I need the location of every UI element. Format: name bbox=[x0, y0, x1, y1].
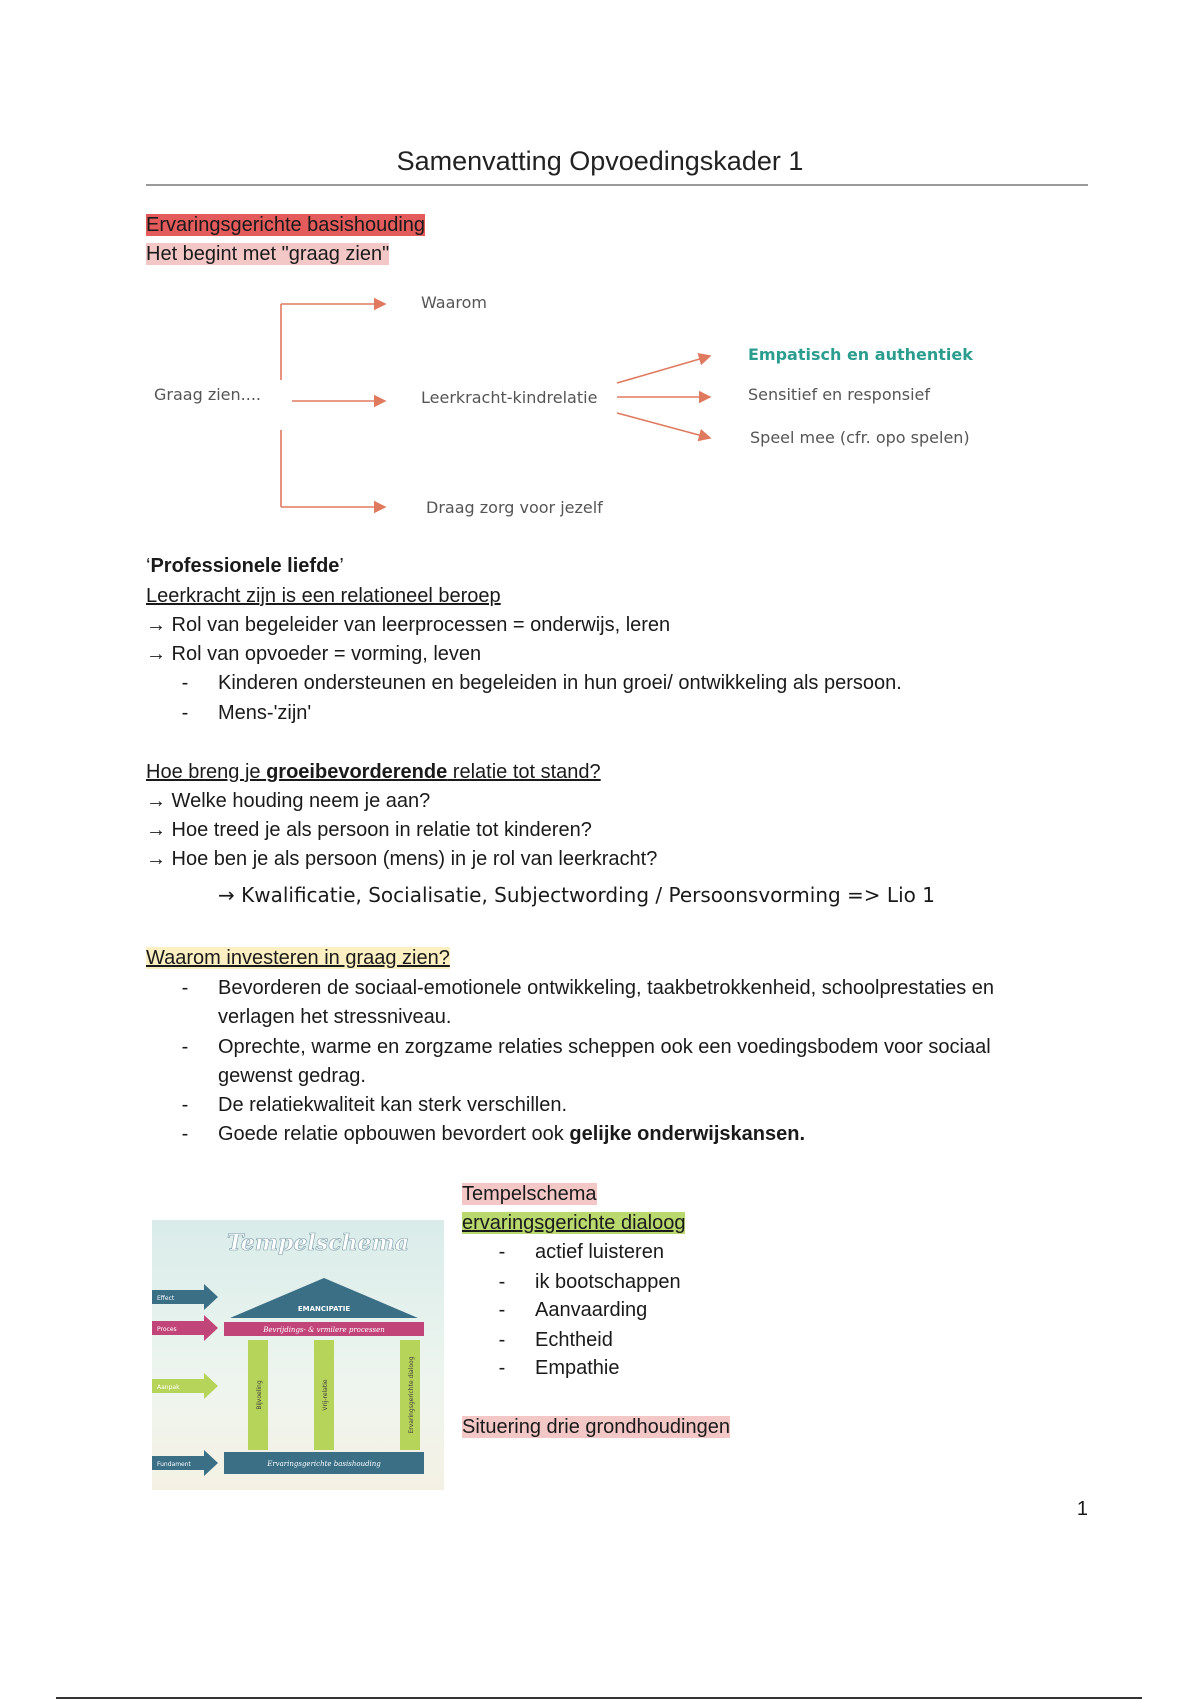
list-item-text: Empathie bbox=[535, 1357, 620, 1379]
list-item bbox=[175, 1093, 1095, 1117]
arrow-to-speel bbox=[617, 413, 710, 438]
list-item-text-bold: gelijke onderwijskansen. bbox=[569, 1123, 806, 1145]
diagram-sub-sensitief: Sensitief en responsief bbox=[748, 385, 931, 404]
list-item-text: ik bootschappen bbox=[535, 1271, 681, 1293]
question-bold: groeibevorderende bbox=[266, 761, 448, 783]
bullet-marker: - bbox=[181, 702, 189, 724]
list-item-text: Mens-'zijn' bbox=[218, 702, 312, 724]
heading-highlight: Situering drie grondhoudingen bbox=[462, 1416, 730, 1438]
tempelschema-illustration bbox=[152, 1220, 444, 1490]
list-item-text-start: Goede relatie opbouwen bevordert ook bbox=[218, 1123, 570, 1145]
subheading-highlight: Het begint met "graag zien" bbox=[146, 243, 390, 265]
subheading-highlight: ervaringsgerichte dialoog bbox=[462, 1212, 686, 1234]
diagram-branch-zorg: Draag zorg voor jezelf bbox=[426, 498, 603, 517]
relationeel-beroep-line: Leerkracht zijn is een relationeel beroep bbox=[146, 585, 501, 607]
list-item-text: Aanvaarding bbox=[535, 1299, 648, 1321]
side-arrow-proces bbox=[152, 1315, 218, 1341]
groeibevorderende-question bbox=[146, 760, 601, 784]
list-item-text: actief luisteren bbox=[535, 1241, 664, 1263]
list-item bbox=[492, 1356, 792, 1380]
list-item bbox=[492, 1298, 792, 1322]
tempelschema-image bbox=[152, 1220, 444, 1490]
professionele-liefde-heading bbox=[146, 554, 344, 578]
heading-highlight: Tempelschema bbox=[462, 1183, 597, 1205]
temple-title: Tempelschema bbox=[226, 1230, 410, 1256]
question-start: Hoe breng je bbox=[146, 761, 267, 783]
quote-open: ‘ bbox=[146, 555, 151, 577]
bullet-marker: - bbox=[498, 1271, 506, 1293]
quote-title: Professionele liefde bbox=[150, 555, 340, 577]
tempelschema-heading bbox=[462, 1182, 597, 1206]
houding-line: → Welke houding neem je aan? bbox=[146, 790, 431, 812]
list-item bbox=[175, 1122, 1095, 1146]
list-item bbox=[175, 976, 1095, 1030]
temple-roof-label: EMANCIPATIE bbox=[297, 1305, 351, 1313]
list-item bbox=[175, 701, 1075, 725]
list-item bbox=[492, 1270, 792, 1294]
heading-highlight: Waarom investeren in graag zien? bbox=[146, 947, 450, 969]
list-item-text: Oprechte, warme en zorgzame relaties scheppen ook een voedingsbodem voor sociaal bbox=[218, 1036, 991, 1058]
list-item-text bbox=[218, 1122, 805, 1146]
side-label: Effect bbox=[157, 1295, 175, 1302]
rol-begeleider-line: → Rol van begeleider van leerprocessen = onderwijs, leren bbox=[146, 614, 671, 636]
document-title: Samenvatting Opvoedingskader 1 bbox=[396, 146, 804, 176]
list-item bbox=[175, 1035, 1095, 1089]
rol-leerkracht-line: → Hoe ben je als persoon (mens) in je rol van leerkracht? bbox=[146, 848, 658, 870]
page-number: 1 bbox=[1076, 1498, 1088, 1520]
list-item-text: Bevorderen de sociaal-emotionele ontwikkeling, taakbetrokkenheid, schoolprestaties en bbox=[218, 977, 995, 999]
page-bottom-border bbox=[56, 1697, 1142, 1699]
bullet-marker: - bbox=[181, 672, 189, 694]
diagram-branch-waarom: Waarom bbox=[421, 293, 488, 312]
rol-opvoeder-line: → Rol van opvoeder = vorming, leven bbox=[146, 643, 482, 665]
diagram-sub-empatisch: Empatisch en authentiek bbox=[748, 345, 973, 364]
question-end: relatie tot stand? bbox=[447, 761, 601, 783]
bullet-marker: - bbox=[181, 1123, 189, 1145]
side-label: Aanpak bbox=[157, 1384, 180, 1391]
side-label: Proces bbox=[157, 1326, 177, 1333]
kwalificatie-note: → Kwalificatie, Socialisatie, Subjectwording / Persoonsvorming => Lio 1 bbox=[218, 883, 935, 907]
list-item-text: De relatiekwaliteit kan sterk verschillen. bbox=[218, 1094, 568, 1116]
bullet-marker: - bbox=[181, 977, 189, 999]
graag-zien-diagram bbox=[0, 0, 1200, 560]
diagram-branch-relatie: Leerkracht-kindrelatie bbox=[421, 388, 598, 407]
side-arrow-effect bbox=[152, 1284, 218, 1310]
temple-pillar-label: Ervaringsgerichte dialoog bbox=[408, 1356, 415, 1434]
temple-pillar-label: Bijvoeling bbox=[256, 1380, 263, 1410]
list-item-text-continued: verlagen het stressniveau. bbox=[218, 1006, 452, 1028]
quote-close: ’ bbox=[339, 555, 344, 577]
bullet-marker: - bbox=[181, 1094, 189, 1116]
side-arrow-aanpak bbox=[152, 1373, 218, 1399]
bullet-marker: - bbox=[498, 1299, 506, 1321]
diagram-sub-speel: Speel mee (cfr. opo spelen) bbox=[750, 428, 970, 447]
side-arrow-fundament bbox=[152, 1450, 218, 1476]
waarom-investeren-heading bbox=[146, 946, 450, 970]
list-item bbox=[492, 1240, 792, 1264]
situering-heading bbox=[462, 1415, 730, 1439]
bullet-marker: - bbox=[181, 1036, 189, 1058]
arrow-to-empatisch bbox=[617, 356, 710, 383]
list-item-text: Echtheid bbox=[535, 1329, 613, 1351]
temple-base-label: Ervaringsgerichte basishouding bbox=[267, 1460, 381, 1468]
list-item bbox=[492, 1328, 792, 1352]
list-item bbox=[175, 671, 1075, 695]
temple-beam-label: Bevrijdings- & vrmilere processen bbox=[263, 1326, 385, 1334]
bullet-marker: - bbox=[498, 1241, 506, 1263]
list-item-text: Kinderen ondersteunen en begeleiden in hun groei/ ontwikkeling als persoon. bbox=[218, 672, 902, 694]
list-item-text-continued: gewenst gedrag. bbox=[218, 1065, 366, 1087]
bullet-marker: - bbox=[498, 1329, 506, 1351]
side-label: Fundament bbox=[157, 1461, 191, 1468]
relatie-kinderen-line: → Hoe treed je als persoon in relatie tot kinderen? bbox=[146, 819, 592, 841]
temple-pillar-label: Vrij-relatie bbox=[322, 1379, 329, 1411]
diagram-root: Graag zien.... bbox=[154, 385, 261, 404]
heading-highlight: Ervaringsgerichte basishouding bbox=[146, 214, 426, 236]
bullet-marker: - bbox=[498, 1357, 506, 1379]
dialoog-subheading bbox=[462, 1211, 685, 1235]
